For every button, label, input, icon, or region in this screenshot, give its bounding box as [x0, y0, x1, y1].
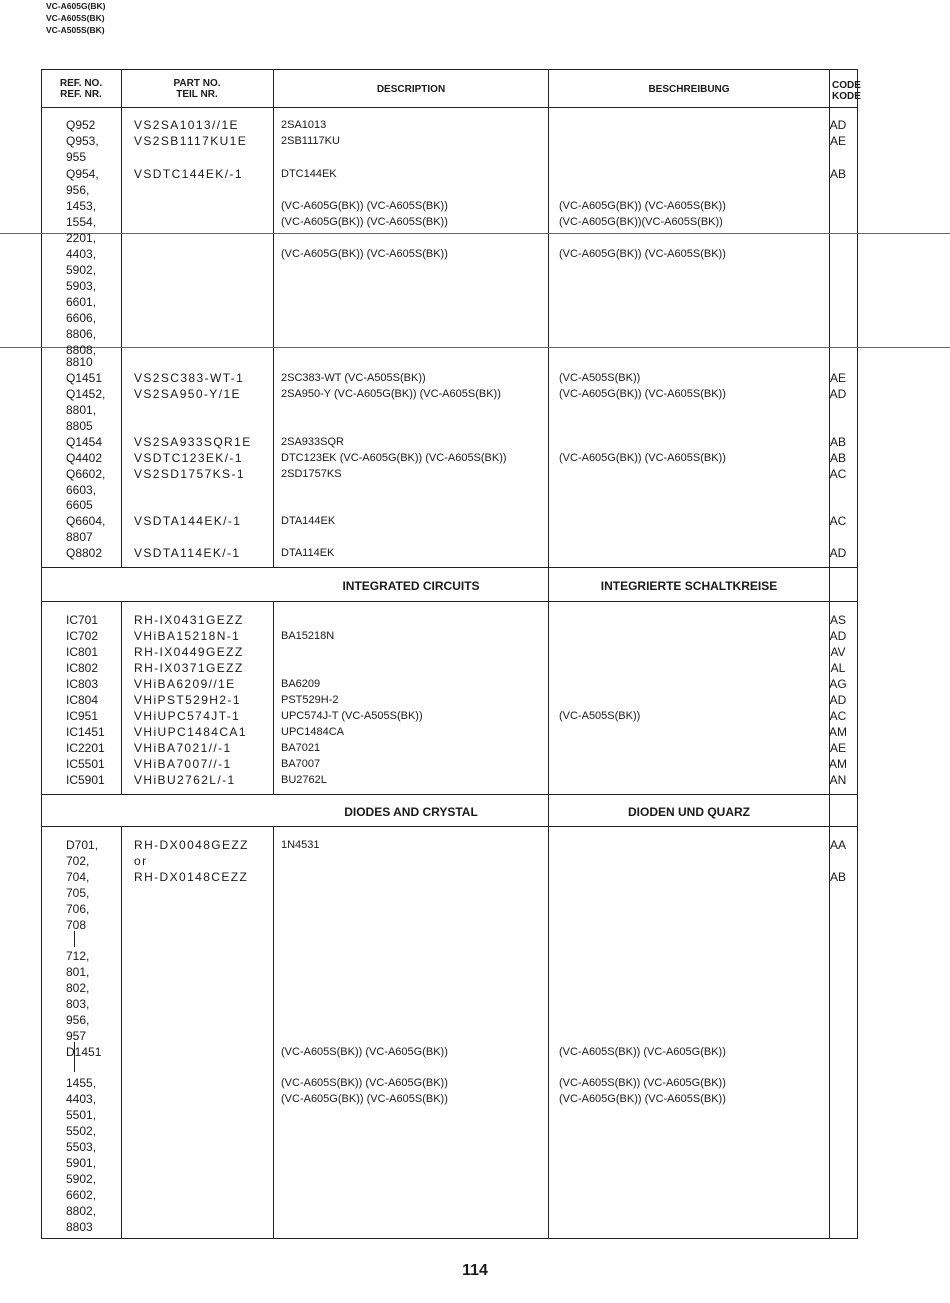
ref-number: 705,	[66, 886, 90, 900]
ref-number: 4403,	[66, 1092, 97, 1106]
section-title-integrierte-schaltkreise: INTEGRIERTE SCHALTKREISE	[600, 579, 778, 593]
beschreibung: (VC-A505S(BK))	[559, 372, 641, 384]
section-divider	[41, 826, 858, 827]
part-number: VHiPST529H2-1	[134, 693, 241, 707]
ref-number: D701,	[66, 838, 99, 852]
part-number: VHiBU2762L/-1	[134, 773, 236, 787]
ref-number: 5902,	[66, 263, 97, 277]
part-number: VSDTC123EK/-1	[134, 451, 243, 465]
ref-number: IC5901	[66, 773, 105, 787]
model-list	[46, 0, 106, 36]
description: BA7021	[281, 742, 321, 754]
price-code: AV	[830, 645, 846, 659]
description: UPC1484CA	[281, 726, 344, 738]
header-divider	[41, 107, 858, 108]
description: (VC-A605G(BK)) (VC-A605S(BK))	[281, 1093, 448, 1105]
ref-number: 2201,	[66, 231, 97, 245]
column-divider	[273, 601, 274, 794]
header-part-en: PART NO.	[173, 78, 221, 89]
description: DTA114EK	[281, 547, 335, 559]
ref-number: IC2201	[66, 741, 105, 755]
ref-number: IC803	[66, 677, 99, 691]
price-code: AE	[829, 741, 846, 755]
description: DTA144EK	[281, 515, 336, 527]
ref-number: 8803	[66, 1220, 93, 1234]
description: BA7007	[281, 758, 321, 770]
description: DTC123EK (VC-A605G(BK)) (VC-A605S(BK))	[281, 452, 507, 464]
ref-number: 8802,	[66, 1204, 97, 1218]
price-code: AE	[829, 371, 846, 385]
ref-number: 8810	[66, 355, 93, 369]
column-divider	[121, 601, 122, 794]
description: 2SB1117KU	[281, 135, 340, 147]
range-bar	[74, 931, 75, 947]
price-code: AB	[829, 870, 846, 884]
part-number: VS2SC383-WT-1	[134, 371, 245, 385]
ref-number: Q952	[66, 118, 96, 132]
description: (VC-A605S(BK)) (VC-A605G(BK))	[281, 1046, 448, 1058]
part-number: VS2SA933SQR1E	[134, 435, 252, 449]
ref-number: 8806,	[66, 327, 97, 341]
price-code: AM	[829, 757, 847, 771]
price-code: AM	[829, 725, 847, 739]
part-number: RH-DX0148CEZZ	[134, 870, 249, 884]
ref-number: IC5501	[66, 757, 105, 771]
ref-number: Q1452,	[66, 387, 106, 401]
price-code: AC	[829, 467, 847, 481]
description: (VC-A605G(BK)) (VC-A605S(BK))	[281, 200, 448, 212]
ref-number: IC702	[66, 629, 99, 643]
price-code: AS	[829, 613, 846, 627]
beschreibung: (VC-A605S(BK)) (VC-A605G(BK))	[559, 1077, 726, 1089]
part-number: RH-IX0371GEZZ	[134, 661, 244, 675]
header-description: DESCRIPTION	[376, 84, 446, 95]
ref-number: 1455,	[66, 1076, 97, 1090]
column-divider	[273, 826, 274, 1239]
description: (VC-A605G(BK)) (VC-A605S(BK))	[281, 248, 448, 260]
price-code: AD	[829, 546, 847, 560]
scan-line	[0, 233, 950, 234]
part-number: RH-IX0431GEZZ	[134, 613, 244, 627]
ref-number: Q6604,	[66, 514, 106, 528]
section-divider	[41, 567, 858, 568]
part-number: RH-DX0048GEZZ	[134, 838, 249, 852]
ref-number: 8807	[66, 530, 93, 544]
ref-number: 5903,	[66, 279, 97, 293]
part-number: VS2SD1757KS-1	[134, 467, 245, 481]
beschreibung: (VC-A605G(BK)) (VC-A605S(BK))	[559, 1093, 726, 1105]
ref-number: Q1454	[66, 435, 103, 449]
description: (VC-A605G(BK)) (VC-A605S(BK))	[281, 216, 448, 228]
beschreibung: (VC-A605S(BK)) (VC-A605G(BK))	[559, 1046, 726, 1058]
ref-number: 8808,	[66, 343, 97, 357]
price-code: AL	[830, 661, 846, 675]
price-code: AG	[829, 677, 847, 691]
ref-number: 1554,	[66, 215, 97, 229]
ref-number: 801,	[66, 965, 90, 979]
description: UPC574J-T (VC-A505S(BK))	[281, 710, 423, 722]
part-number: VS2SA950-Y/1E	[134, 387, 241, 401]
ref-number: 704,	[66, 870, 90, 884]
column-divider	[548, 69, 549, 1239]
beschreibung: (VC-A605G(BK)) (VC-A605S(BK))	[559, 452, 726, 464]
ref-number: 708	[66, 918, 87, 932]
ref-number: 5502,	[66, 1124, 97, 1138]
ref-number: 5501,	[66, 1108, 97, 1122]
price-code: AD	[829, 118, 847, 132]
ref-number: IC804	[66, 693, 99, 707]
scan-line	[0, 347, 950, 348]
header-code-en: CODE	[832, 80, 861, 91]
beschreibung: (VC-A505S(BK))	[559, 710, 641, 722]
part-number: VHiBA6209//1E	[134, 677, 236, 691]
model-name: VC-A605S(BK)	[46, 13, 105, 23]
column-divider	[121, 826, 122, 1239]
ref-number: 957	[66, 1029, 87, 1043]
description: DTC144EK	[281, 168, 337, 180]
price-code: AB	[829, 451, 846, 465]
price-code: AA	[829, 838, 846, 852]
ref-number: IC701	[66, 613, 99, 627]
section-title-integrated-circuits: INTEGRATED CIRCUITS	[342, 579, 480, 593]
description: BA6209	[281, 678, 321, 690]
header-ref-no	[44, 78, 118, 100]
ref-number: 6606,	[66, 311, 97, 325]
ref-number: 706,	[66, 902, 90, 916]
description: 2SA950-Y (VC-A605G(BK)) (VC-A605S(BK))	[281, 388, 501, 400]
beschreibung: (VC-A605G(BK)) (VC-A605S(BK))	[559, 248, 726, 260]
part-number: VHiBA15218N-1	[134, 629, 241, 643]
price-code: AC	[829, 514, 847, 528]
ref-number: IC951	[66, 709, 99, 723]
ref-number: Q4402	[66, 451, 103, 465]
ref-number: 956,	[66, 183, 90, 197]
ref-number: 5503,	[66, 1140, 97, 1154]
ref-number: 6601,	[66, 295, 97, 309]
header-ref-de: REF. NR.	[60, 89, 102, 100]
beschreibung: (VC-A605G(BK))(VC-A605S(BK))	[559, 216, 723, 228]
ref-number: 1453,	[66, 199, 97, 213]
part-number: VSDTC144EK/-1	[134, 167, 243, 181]
description: BU2762L	[281, 774, 327, 786]
header-part-de: TEIL NR.	[176, 89, 218, 100]
part-number: RH-IX0449GEZZ	[134, 645, 244, 659]
price-code: AE	[829, 134, 846, 148]
price-code: AD	[829, 629, 847, 643]
header-part-no	[124, 78, 270, 100]
ref-number: 6602,	[66, 1188, 97, 1202]
ref-number: 5901,	[66, 1156, 97, 1170]
section-divider	[41, 601, 858, 602]
ref-number: 802,	[66, 981, 90, 995]
ref-number: 702,	[66, 854, 90, 868]
description: (VC-A605S(BK)) (VC-A605G(BK))	[281, 1077, 448, 1089]
price-code: AB	[829, 435, 846, 449]
ref-number: 4403,	[66, 247, 97, 261]
ref-number: 6603,	[66, 483, 97, 497]
header-code	[832, 80, 861, 102]
ref-number: Q8802	[66, 546, 103, 560]
price-code: AN	[829, 773, 847, 787]
column-divider	[273, 69, 274, 567]
ref-number: IC1451	[66, 725, 105, 739]
ref-number: 5902,	[66, 1172, 97, 1186]
ref-number: Q954,	[66, 167, 99, 181]
beschreibung: (VC-A605G(BK)) (VC-A605S(BK))	[559, 200, 726, 212]
ref-number: 803,	[66, 997, 90, 1011]
ref-number: 8805	[66, 419, 93, 433]
page-number: 114	[462, 1262, 488, 1279]
price-code: AD	[829, 387, 847, 401]
header-code-de: KODE	[832, 91, 861, 102]
ref-number: Q953,	[66, 134, 99, 148]
beschreibung: (VC-A605G(BK)) (VC-A605S(BK))	[559, 388, 726, 400]
model-name: VC-A505S(BK)	[46, 25, 105, 35]
price-code: AB	[829, 167, 846, 181]
header-ref-en: REF. NO.	[59, 78, 103, 89]
ref-number: IC802	[66, 661, 99, 675]
part-number: VS2SA1013//1E	[134, 118, 239, 132]
price-code: AD	[829, 693, 847, 707]
price-code: AC	[829, 709, 847, 723]
ref-number: 712,	[66, 949, 90, 963]
header-beschreibung: BESCHREIBUNG	[648, 84, 730, 95]
description: 2SA1013	[281, 119, 327, 131]
description: 2SC383-WT (VC-A505S(BK))	[281, 372, 426, 384]
ref-number: 8801,	[66, 403, 97, 417]
section-divider	[41, 794, 858, 795]
ref-number: 956,	[66, 1013, 90, 1027]
ref-number: 6605	[66, 498, 93, 512]
section-title-diodes: DIODES AND CRYSTAL	[344, 805, 478, 819]
ref-number: 955	[66, 150, 87, 164]
ref-number: Q1451	[66, 371, 103, 385]
description: BA15218N	[281, 630, 335, 642]
description: 2SD1757KS	[281, 468, 342, 480]
ref-number: D1451	[66, 1045, 102, 1059]
description: PST529H-2	[281, 694, 339, 706]
part-number: VHiBA7007//-1	[134, 757, 232, 771]
ref-number: Q6602,	[66, 467, 106, 481]
part-number: VSDTA114EK/-1	[134, 546, 241, 560]
part-number: VS2SB1117KU1E	[134, 134, 248, 148]
part-number: VHiUPC574JT-1	[134, 709, 241, 723]
part-number: VHiUPC1484CA1	[134, 725, 247, 739]
description: 1N4531	[281, 839, 320, 851]
description: 2SA933SQR	[281, 436, 344, 448]
part-number: VSDTA144EK/-1	[134, 514, 242, 528]
part-number: or	[134, 854, 148, 868]
model-name: VC-A605G(BK)	[46, 1, 106, 11]
column-divider	[121, 69, 122, 567]
ref-number: IC801	[66, 645, 99, 659]
part-number: VHiBA7021//-1	[134, 741, 232, 755]
section-title-dioden: DIODEN UND QUARZ	[628, 805, 750, 819]
